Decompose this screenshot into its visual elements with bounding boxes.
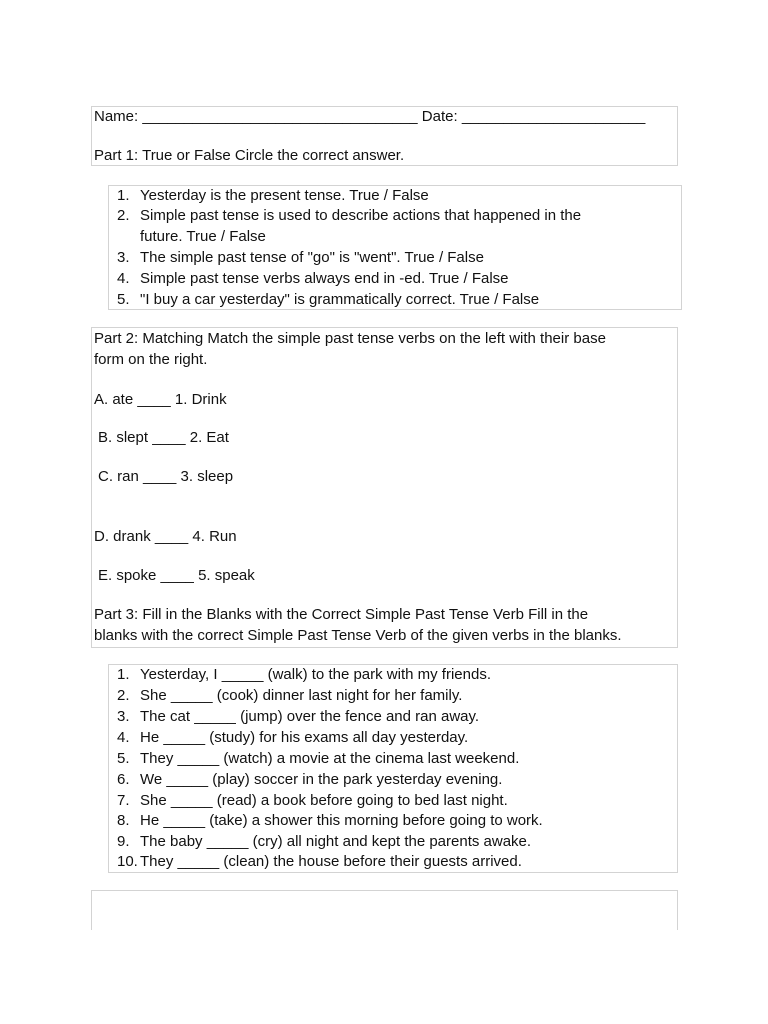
matching-pair: D. drank ____ 4. Run [94, 528, 237, 545]
part3-item-text: Yesterday, I _____ (walk) to the park with my friends. [140, 666, 491, 683]
part3-item-number: 4. [117, 729, 130, 746]
part3-item-text: They _____ (clean) the house before their guests arrived. [140, 853, 522, 870]
part3-item-number: 1. [117, 666, 130, 683]
header-box [91, 106, 678, 166]
matching-pair: A. ate ____ 1. Drink [94, 391, 227, 408]
part3-item-number: 2. [117, 687, 130, 704]
part2-box [91, 327, 678, 648]
part2-title-continued: form on the right. [94, 351, 208, 368]
matching-pair: E. spoke ____ 5. speak [98, 567, 255, 584]
matching-pair: C. ran ____ 3. sleep [98, 468, 234, 485]
matching-pair: B. slept ____ 2. Eat [98, 429, 229, 446]
part3-item-number: 6. [117, 771, 130, 788]
part1-item-text: The simple past tense of "go" is "went". True / False [140, 249, 484, 266]
part3-item-text: She _____ (cook) dinner last night for her family. [140, 687, 463, 704]
empty-box [91, 890, 678, 930]
part3-item-number: 8. [117, 812, 130, 829]
part3-item-text: He _____ (study) for his exams all day yesterday. [140, 729, 469, 746]
part3-item-text: The baby _____ (cry) all night and kept the parents awake. [140, 833, 532, 850]
part3-list-box [108, 664, 678, 873]
part3-item-text: She _____ (read) a book before going to bed last night. [140, 792, 508, 809]
part1-list-box [108, 185, 682, 310]
part1-item-text-continued: future. True / False [140, 228, 266, 245]
part1-item-number: 1. [117, 187, 130, 204]
part1-item-text: Simple past tense verbs always end in -ed. True / False [140, 270, 509, 287]
part3-item-text: We _____ (play) soccer in the park yesterday evening. [140, 771, 503, 788]
part1-title: Part 1: True or False Circle the correct answer. [94, 147, 405, 164]
part2-title: Part 2: Matching Match the simple past tense verbs on the left with their base [94, 330, 606, 347]
part3-item-text: The cat _____ (jump) over the fence and ran away. [140, 708, 480, 725]
part3-title-continued: blanks with the correct Simple Past Tense Verb of the given verbs in the blanks. [94, 627, 622, 644]
part1-item-text: "I buy a car yesterday" is grammatically correct. True / False [140, 291, 540, 308]
part3-item-text: They _____ (watch) a movie at the cinema last weekend. [140, 750, 520, 767]
part3-item-number: 3. [117, 708, 130, 725]
part3-item-number: 5. [117, 750, 130, 767]
part1-item-text: Simple past tense is used to describe actions that happened in the [140, 207, 582, 224]
part1-item-number: 2. [117, 207, 130, 224]
part3-title: Part 3: Fill in the Blanks with the Correct Simple Past Tense Verb Fill in the [94, 606, 589, 623]
part3-item-number: 9. [117, 833, 130, 850]
name-date-line: Name: _________________________________ Date: ______________________ [94, 108, 646, 125]
part3-item-number: 10. [117, 853, 138, 870]
part1-item-text: Yesterday is the present tense. True / False [140, 187, 429, 204]
part3-item-number: 7. [117, 792, 130, 809]
part1-item-number: 5. [117, 291, 130, 308]
part1-item-number: 3. [117, 249, 130, 266]
part1-item-number: 4. [117, 270, 130, 287]
part3-item-text: He _____ (take) a shower this morning before going to work. [140, 812, 543, 829]
